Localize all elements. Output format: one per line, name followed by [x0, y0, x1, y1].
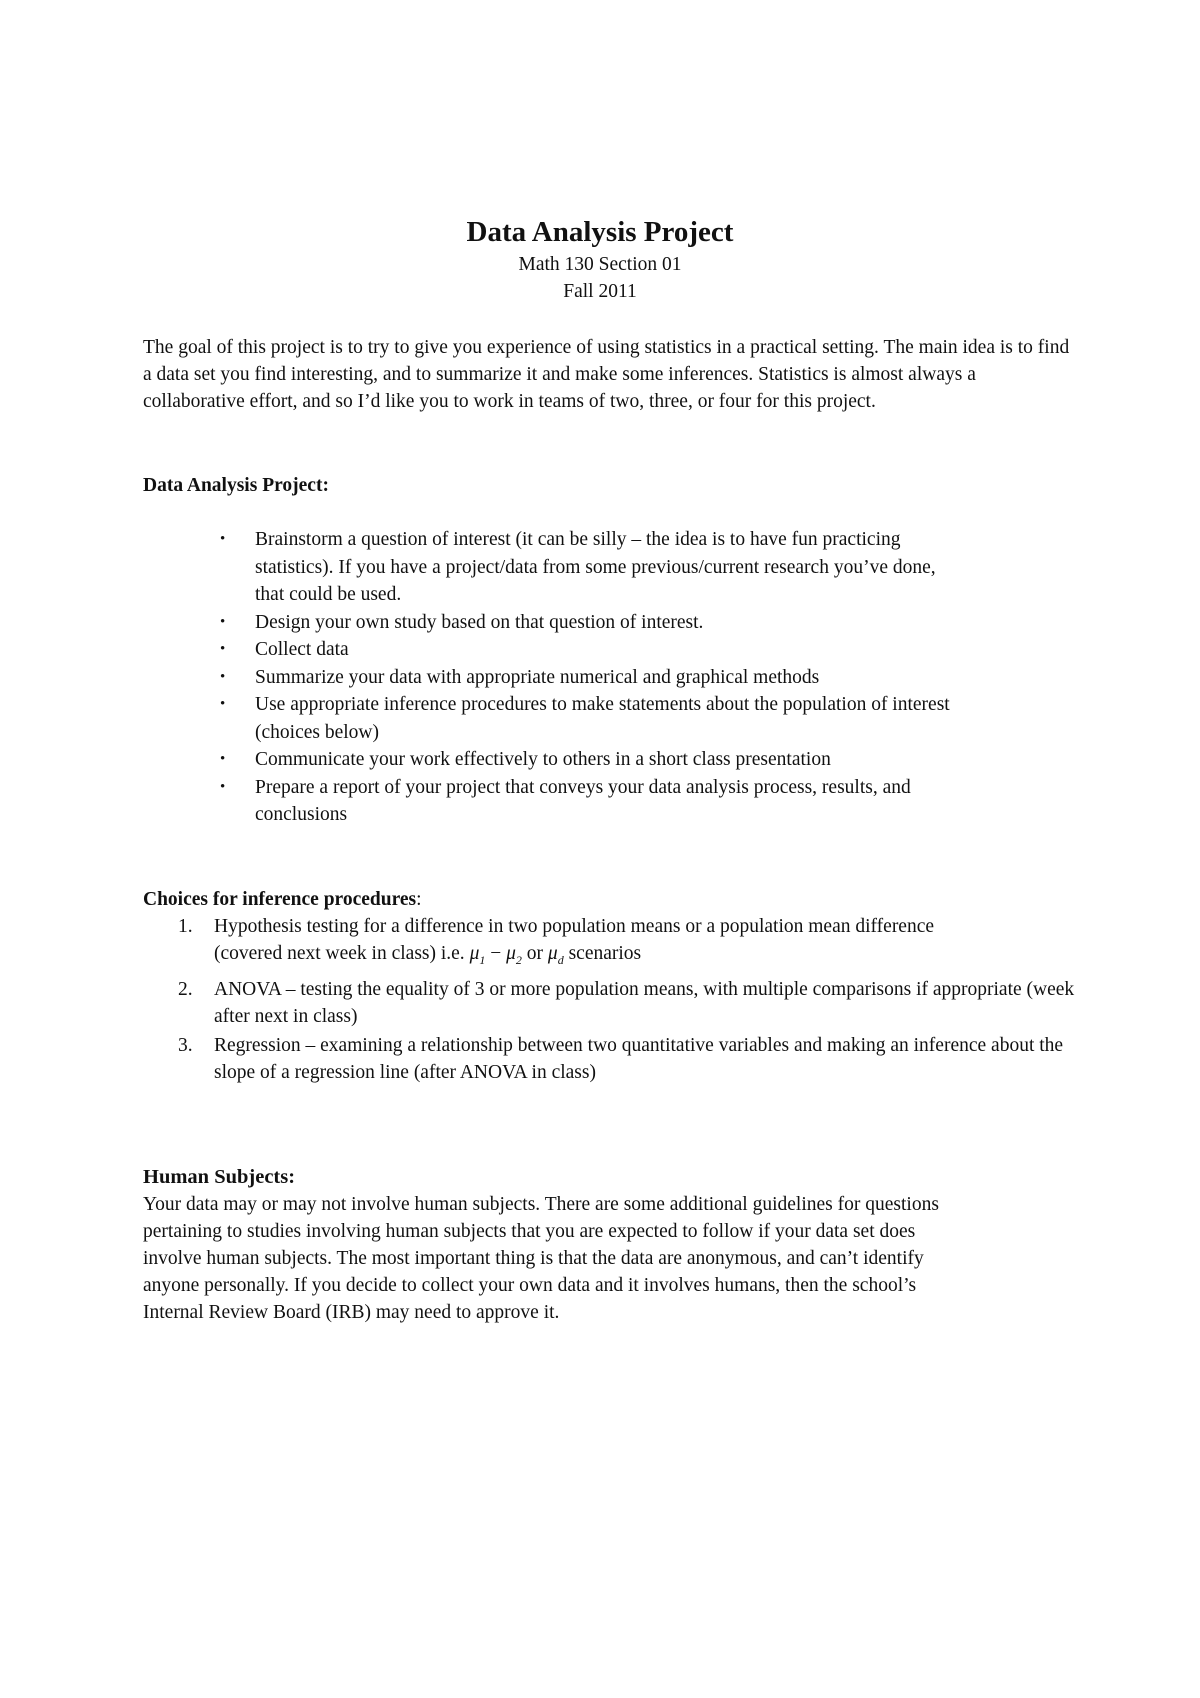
document-title: Data Analysis Project [466, 216, 734, 248]
item-number: 1. [178, 916, 193, 937]
human-subjects-paragraph: Your data may or may not involve human subjects. There are some additional guidelines for questions pertaining to studies involving human subjects that you are expected to follow if your data set does involve human subjects. The most important thing is that the data are anonymous, and can’t identify anyone personally. If you decide to collect your own data and it involves humans, then the school’s Internal Review Board (IRB) may need to approve it. [143, 1194, 939, 1323]
inference-choices-list [178, 913, 1078, 1088]
intro-paragraph: The goal of this project is to try to give you experience of using statistics in a practical setting. The main idea is to find a data set you find interesting, and to summarize it and make some inferences. Statistics is almost always a collaborative effort, and so I’d like you to work in teams of two, three, or four for this project. [143, 337, 1070, 412]
project-section-heading: Data Analysis Project: [143, 475, 329, 496]
mu-symbol: $\mu_1$ [469, 943, 486, 967]
choice-text: ANOVA – testing the equality of 3 or more population means, with multiple comparisons if appropriate (week after next in class) [214, 978, 1075, 1027]
list-item: • Prepare a report of your project that conveys your data analysis process, results, and conclusions [218, 774, 958, 829]
mu-symbol: $\mu_2$ [506, 943, 522, 967]
human-subjects-heading: Human Subjects: [143, 1166, 296, 1188]
course-subtitle: Math 130 Section 01 [518, 254, 682, 275]
choice-text: Regression – examining a relationship between two quantitative variables and making an inference about the slope of a regression line (after ANOVA in class) [214, 1034, 1064, 1083]
item-number: 2. [178, 978, 193, 1000]
bullet-icon: • [220, 531, 226, 547]
term-subtitle: Fall 2011 [563, 281, 637, 302]
bullet-icon: • [220, 751, 226, 767]
list-item [178, 976, 1078, 1030]
bullet-icon: • [220, 696, 226, 712]
bullet-icon: • [220, 668, 226, 685]
item-number: 3. [178, 1034, 193, 1056]
list-item: • Use appropriate inference procedures to make statements about the population of interest (choices below) [218, 691, 958, 746]
bullet-icon: • [220, 613, 226, 630]
bullet-icon: • [220, 778, 226, 795]
choices-section-heading: Choices for inference procedures: [143, 889, 422, 910]
list-item: • Communicate your work effectively to others in a short class presentation [218, 746, 958, 774]
project-steps-list [218, 526, 958, 829]
list-item: • Summarize your data with appropriate numerical and graphical methods [218, 664, 958, 692]
choice-note: (covered next week in class) i.e. $\mu_1 - \mu_2$ or $\mu_d$ scenarios [214, 943, 642, 967]
list-item [178, 913, 1078, 974]
bullet-icon: • [220, 641, 226, 657]
mu-symbol: $\mu_d$ [547, 943, 564, 967]
choice-text: Hypothesis testing for a difference in two population means or a population mean difference [214, 916, 935, 937]
list-item [178, 1032, 1078, 1086]
list-item: • Design your own study based on that question of interest. [218, 609, 958, 637]
list-item: • Collect data [218, 636, 958, 664]
list-item: • Brainstorm a question of interest (it can be silly – the idea is to have fun practicing statistics). If you have a project/data from some previous/current research you’ve done, that could be used. [218, 526, 958, 609]
